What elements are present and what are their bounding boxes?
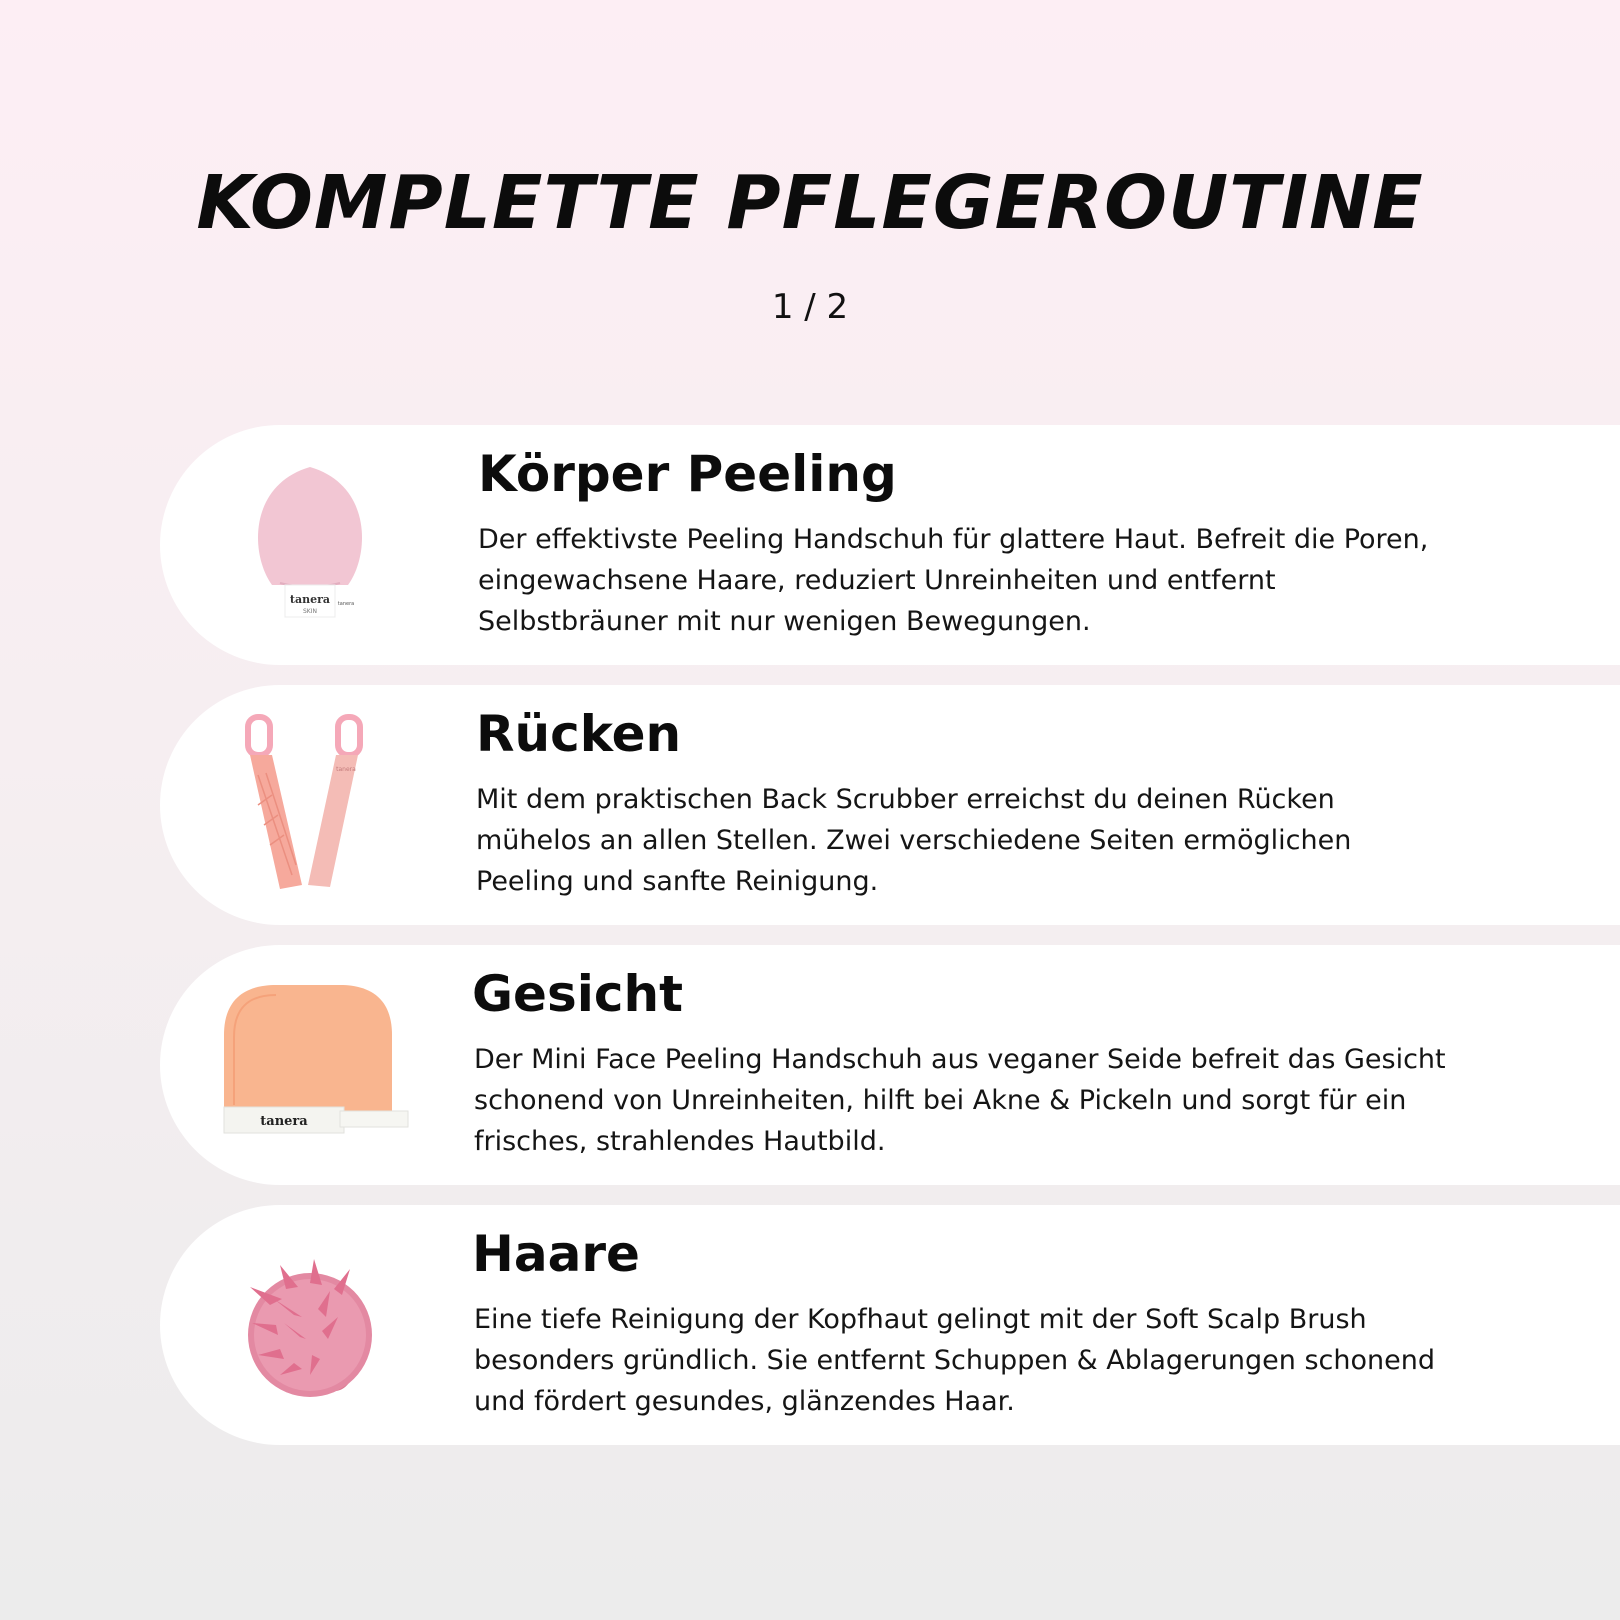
card-title: Rücken xyxy=(476,705,682,763)
card-title: Haare xyxy=(472,1225,640,1283)
back-scrubber-image xyxy=(210,705,410,905)
card-title: Körper Peeling xyxy=(478,445,897,503)
face-mitt-image xyxy=(210,965,410,1165)
mitt-label-text: tanera xyxy=(289,593,331,606)
body-mitt-image xyxy=(210,445,410,645)
product-card-face[interactable] xyxy=(160,945,1620,1185)
card-description: Eine tiefe Reinigung der Kopfhaut gelingt mit der Soft Scalp Brush besonders gründlich. Sie entfernt Schuppen & Ablagerungen schonend und fördert gesundes, glänzendes Haar. xyxy=(474,1304,1435,1417)
scalp-brush-image xyxy=(210,1225,410,1425)
page-title: KOMPLETTE PFLEGEROUTINE xyxy=(196,160,1424,246)
strap-tag-text: tanera xyxy=(336,766,356,773)
product-card-back[interactable] xyxy=(160,685,1620,925)
mitt-tag-text: tanera xyxy=(337,601,355,607)
product-card-hair[interactable] xyxy=(160,1205,1620,1445)
mitt-label-sub: SKIN xyxy=(302,608,318,615)
product-card-body-peeling[interactable] xyxy=(160,425,1620,665)
card-description: Der effektivste Peeling Handschuh für glattere Haut. Befreit die Poren, eingewachsene Haare, reduziert Unreinheiten und entfernt Selbstbräuner mit nur wenigen Bewegungen. xyxy=(478,524,1429,637)
face-mitt-label-text: tanera xyxy=(260,1114,308,1129)
card-title: Gesicht xyxy=(472,965,683,1023)
page-indicator: 1 / 2 xyxy=(771,287,849,327)
card-description: Mit dem praktischen Back Scrubber erreichst du deinen Rücken mühelos an allen Stellen. Zwei verschiedene Seiten ermöglichen Peeling und sanfte Reinigung. xyxy=(476,784,1352,897)
card-description: Der Mini Face Peeling Handschuh aus veganer Seide befreit das Gesicht schonend von Unreinheiten, hilft bei Akne & Pickeln und sorgt für ein frisches, strahlendes Hautbild. xyxy=(474,1044,1446,1157)
